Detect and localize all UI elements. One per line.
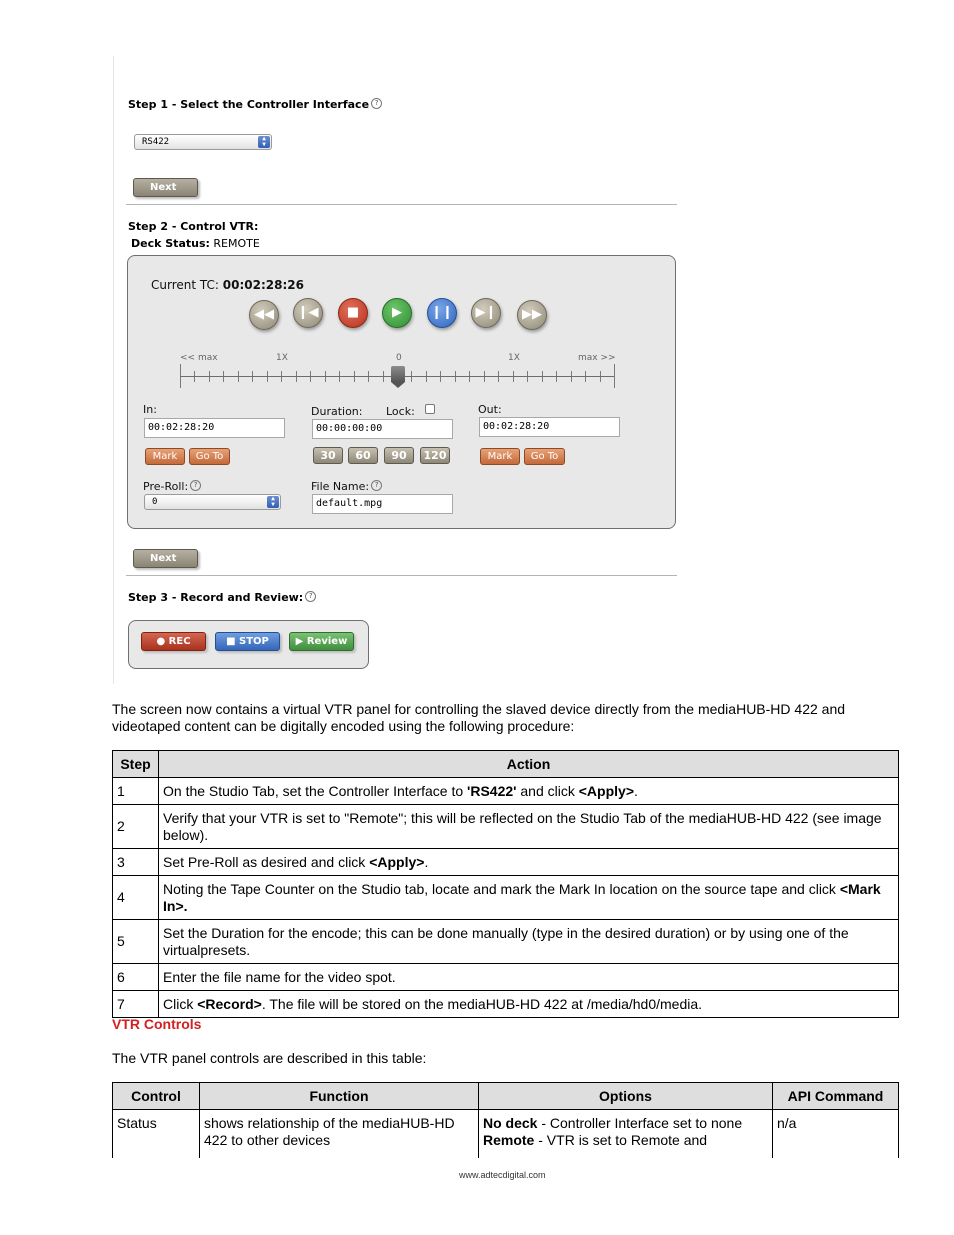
current-tc xyxy=(151,278,304,292)
action-cell: On the Studio Tab, set the Controller Interface to 'RS422' and click <Apply>. xyxy=(159,778,899,805)
preroll-label-text: Pre-Roll: xyxy=(143,480,189,493)
goto-out-button[interactable]: Go To xyxy=(524,448,565,465)
deck-status-value: REMOTE xyxy=(213,237,260,250)
step2-next-button[interactable]: Next xyxy=(133,549,198,568)
step3-title: Step 3 - Record and Review: ? xyxy=(128,591,316,604)
vtr-panel xyxy=(127,255,676,529)
filename-field[interactable]: default.mpg xyxy=(312,494,453,514)
footer-url: www.adtecdigital.com xyxy=(459,1170,546,1180)
vtr-controls-intro: The VTR panel controls are described in this table: xyxy=(112,1050,427,1066)
col-header-function: Function xyxy=(200,1083,479,1110)
table-row xyxy=(113,849,899,876)
select-arrows-icon: ▲ ▼ xyxy=(267,496,279,508)
lock-label: Lock: xyxy=(386,405,415,418)
duration-label: Duration: xyxy=(311,405,363,418)
current-tc-label: Current TC: xyxy=(151,278,219,292)
col-header-options: Options xyxy=(479,1083,773,1110)
current-tc-value: 00:02:28:26 xyxy=(222,278,304,292)
table-row xyxy=(113,1110,899,1158)
mark-in-button[interactable]: Mark xyxy=(145,448,185,465)
vtr-controls-heading: VTR Controls xyxy=(112,1016,202,1032)
in-field[interactable]: 00:02:28:20 xyxy=(144,418,285,438)
deck-status-label: Deck Status: xyxy=(131,237,210,250)
preset-120-button[interactable]: 120 xyxy=(420,447,450,464)
fast-forward-icon: ▶▶ xyxy=(522,307,542,322)
step1-title: Step 1 - Select the Controller Interface ? xyxy=(128,98,382,111)
options-cell: No deck - Controller Interface set to none Remote - VTR is set to Remote and xyxy=(479,1110,773,1158)
table-row xyxy=(113,991,899,1018)
action-cell: Enter the file name for the video spot. xyxy=(159,964,899,991)
goto-in-button[interactable]: Go To xyxy=(189,448,230,465)
col-header-control: Control xyxy=(113,1083,200,1110)
table-row xyxy=(113,805,899,849)
shuttle-label: max >> xyxy=(578,353,616,363)
shuttle-handle-point xyxy=(391,382,405,388)
step2-title: Step 2 - Control VTR: xyxy=(128,220,259,233)
action-cell: Verify that your VTR is set to "Remote"; this will be reflected on the Studio Tab of the mediaHUB-HD 422 (see image below). xyxy=(159,805,899,849)
action-cell: Set the Duration for the encode; this can be done manually (type in the desired duration) or by using one of the virtualpresets. xyxy=(159,920,899,964)
divider xyxy=(126,575,677,576)
out-label: Out: xyxy=(478,403,502,416)
step1-next-button[interactable]: Next xyxy=(133,178,198,197)
stop-record-button[interactable] xyxy=(215,632,280,651)
preset-90-button[interactable]: 90 xyxy=(384,447,414,464)
table-row xyxy=(113,964,899,991)
in-label: In: xyxy=(143,403,157,416)
shuttle-label: 0 xyxy=(396,353,402,363)
table-row xyxy=(113,920,899,964)
action-cell: Click <Record>. The file will be stored on the mediaHUB-HD 422 at /media/hd0/media. xyxy=(159,991,899,1018)
divider xyxy=(126,204,677,205)
step-number: 3 xyxy=(113,849,159,876)
shuttle-label: 1X xyxy=(508,353,520,363)
preroll-label xyxy=(143,480,201,493)
preroll-select[interactable] xyxy=(144,494,281,510)
step-number: 2 xyxy=(113,805,159,849)
col-header-api: API Command xyxy=(773,1083,899,1110)
mark-out-button[interactable]: Mark xyxy=(480,448,520,465)
col-header-action: Action xyxy=(159,751,899,778)
control-cell: Status xyxy=(113,1110,200,1158)
function-cell: shows relationship of the mediaHUB-HD 422 to other devices xyxy=(200,1110,479,1158)
step-number: 6 xyxy=(113,964,159,991)
rec-label: REC xyxy=(168,636,191,647)
stop-icon: ■ xyxy=(346,305,360,320)
procedure-table xyxy=(112,750,899,1018)
help-icon[interactable]: ? xyxy=(371,98,382,109)
stop-square-icon: ■ xyxy=(226,636,236,647)
step-forward-icon: ▶❙ xyxy=(475,305,497,320)
review-button[interactable] xyxy=(289,632,354,651)
play-button[interactable] xyxy=(382,298,412,328)
step-number: 4 xyxy=(113,876,159,920)
step-back-button[interactable] xyxy=(293,298,323,328)
table-row xyxy=(113,876,899,920)
shuttle-label: 1X xyxy=(276,353,288,363)
record-dot-icon: ● xyxy=(156,636,166,647)
preroll-value: 0 xyxy=(152,497,158,507)
rec-button[interactable] xyxy=(141,632,206,651)
rewind-button[interactable] xyxy=(249,300,279,330)
preset-30-button[interactable]: 30 xyxy=(313,447,343,464)
table-row xyxy=(113,778,899,805)
out-field[interactable]: 00:02:28:20 xyxy=(479,417,620,437)
step-forward-button[interactable] xyxy=(471,298,501,328)
play-small-icon: ▶ xyxy=(295,636,304,647)
select-arrows-icon: ▲ ▼ xyxy=(258,136,270,148)
shuttle-slider[interactable] xyxy=(180,366,614,392)
help-icon[interactable]: ? xyxy=(190,480,201,491)
action-cell: Set Pre-Roll as desired and click <Apply>. xyxy=(159,849,899,876)
controller-interface-select[interactable] xyxy=(134,134,272,150)
shuttle-handle[interactable] xyxy=(391,366,405,382)
api-cell: n/a xyxy=(773,1110,899,1158)
duration-field[interactable]: 00:00:00:00 xyxy=(312,419,453,439)
action-cell: Noting the Tape Counter on the Studio tab, locate and mark the Mark In location on the source tape and click <Mark In>. xyxy=(159,876,899,920)
lock-checkbox[interactable] xyxy=(425,404,435,414)
col-header-step: Step xyxy=(113,751,159,778)
step-number: 7 xyxy=(113,991,159,1018)
stop-label: STOP xyxy=(239,636,269,647)
filename-label xyxy=(311,480,382,493)
deck-status xyxy=(131,237,260,250)
preset-60-button[interactable]: 60 xyxy=(348,447,378,464)
fast-forward-button[interactable] xyxy=(517,300,547,330)
screenshot-edge xyxy=(113,56,114,684)
shuttle-tick xyxy=(614,364,615,388)
stop-button[interactable] xyxy=(338,298,368,328)
filename-label-text: File Name: xyxy=(311,480,370,493)
pause-button[interactable] xyxy=(427,298,457,328)
help-icon[interactable]: ? xyxy=(305,591,316,602)
controls-table xyxy=(112,1082,899,1158)
shuttle-label: << max xyxy=(180,353,218,363)
controller-interface-value: RS422 xyxy=(142,137,170,147)
help-icon[interactable]: ? xyxy=(371,480,382,491)
intro-paragraph: The screen now contains a virtual VTR panel for controlling the slaved device directly from the mediaHUB-HD 422 and videotaped content can be digitally encoded using the following procedure: xyxy=(112,701,846,734)
review-label: Review xyxy=(306,636,348,647)
pause-icon: ❙❙ xyxy=(431,305,453,320)
step-back-icon: ❙◀ xyxy=(297,305,319,320)
play-icon: ▶ xyxy=(392,305,402,320)
record-panel xyxy=(128,620,369,669)
step-number: 5 xyxy=(113,920,159,964)
rewind-icon: ◀◀ xyxy=(254,307,274,322)
step-number: 1 xyxy=(113,778,159,805)
